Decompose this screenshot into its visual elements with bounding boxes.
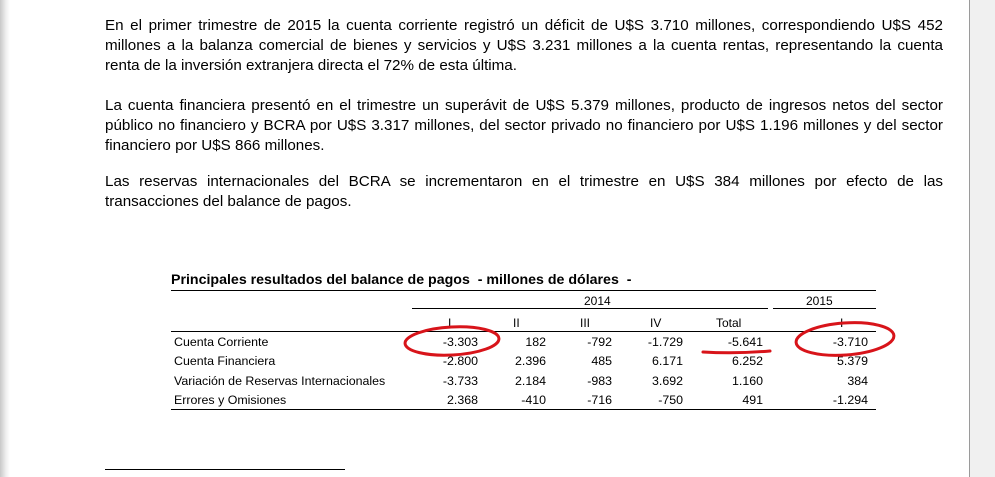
annotation-circle	[795, 320, 895, 359]
table-cell: -983	[587, 374, 612, 388]
column-header: I	[448, 316, 452, 330]
column-header: III	[580, 316, 591, 330]
table-title: Principales resultados del balance de pagos - millones de dólares -	[171, 272, 632, 288]
table-cell: -5.641	[727, 335, 763, 349]
table-cell: 6.252	[731, 354, 763, 368]
table-cell: -3.710	[832, 335, 868, 349]
table-cell: 5.379	[836, 354, 868, 368]
column-header: II	[513, 316, 520, 330]
table-cell: -716	[587, 393, 612, 407]
table-cell: 2.396	[514, 354, 546, 368]
row-label: Cuenta Corriente	[174, 335, 269, 349]
table-cell: 491	[742, 393, 763, 407]
table-cell: -792	[587, 335, 612, 349]
table-cell: 1.160	[731, 374, 763, 388]
paragraph-reserves: Las reservas internacionales del BCRA se incrementaron en el trimestre en U$S 384 millones por efecto de las transacciones del balance de pagos.	[105, 173, 943, 210]
table-cell: 6.171	[651, 354, 683, 368]
column-header: Total	[716, 316, 742, 330]
table-cell: 182	[525, 335, 546, 349]
table-cell: 384	[847, 374, 868, 388]
row-label: Cuenta Financiera	[174, 354, 276, 368]
row-label: Variación de Reservas Internacionales	[174, 374, 386, 388]
table-cell: 2.184	[514, 374, 546, 388]
column-header: I	[840, 316, 844, 330]
table-cell: 2.368	[446, 393, 478, 407]
year-2014-header: 2014	[584, 294, 611, 308]
row-label: Errores y Omisiones	[174, 393, 287, 407]
table-cell: -1.294	[832, 393, 868, 407]
table-cell: 3.692	[651, 374, 683, 388]
paragraph-current-account: En el primer trimestre de 2015 la cuenta corriente registró un déficit de U$S 3.710 millones, correspondiendo U$S 452 millones a la balanza comercial de bienes y servicios y U$S 3.231 millones a la cuenta rentas, representando la cuenta renta de la inversión extranjera directa el 72% de esta última.	[105, 17, 943, 74]
table-cell: -1.729	[647, 335, 683, 349]
paragraph-financial-account: La cuenta financiera presentó en el trimestre un superávit de U$S 5.379 millones, producto de ingresos netos del sector público no financiero y BCRA por U$S 3.317 millones, del sector privado no financiero por U$S 1.196 millones y del sector financiero por U$S 866 millones.	[105, 97, 943, 154]
column-header: IV	[650, 316, 662, 330]
table-cell: 485	[591, 354, 612, 368]
table-cell: -3.733	[442, 374, 478, 388]
table-cell: -3.303	[442, 335, 478, 349]
table-cell: -750	[658, 393, 683, 407]
table-cell: -410	[521, 393, 546, 407]
annotation-circle	[404, 325, 499, 358]
footnote-separator	[105, 469, 345, 470]
table-cell: -2.800	[442, 354, 478, 368]
year-2015-header: 2015	[806, 294, 833, 308]
annotation-underline	[703, 351, 770, 353]
